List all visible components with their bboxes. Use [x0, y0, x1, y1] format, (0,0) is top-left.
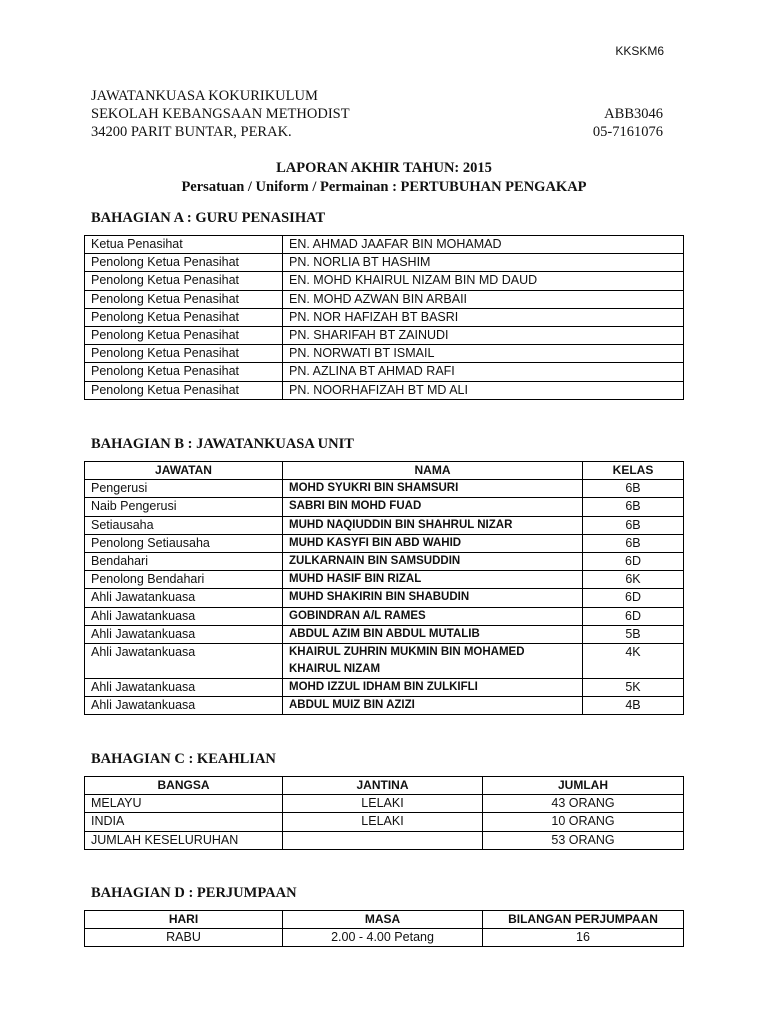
table-cell-kelas: 6K: [583, 571, 684, 589]
document-code: KKSKM6: [615, 44, 664, 58]
school-code: ABB3046: [604, 106, 663, 122]
table-cell-role: Penolong Ketua Penasihat: [85, 381, 283, 399]
table-cell-bangsa: JUMLAH KESELURUHAN: [85, 831, 283, 849]
table-cell-role: Penolong Ketua Penasihat: [85, 363, 283, 381]
table-row: [85, 697, 684, 715]
table-cell-jantina: [283, 831, 483, 849]
table-row: [85, 363, 684, 381]
table-row: [85, 607, 684, 625]
table-cell-kelas: 5B: [583, 625, 684, 643]
table-cell-role: Penolong Ketua Penasihat: [85, 254, 283, 272]
table-cell-role: Penolong Ketua Penasihat: [85, 308, 283, 326]
table-cell-jumlah: 10 ORANG: [483, 813, 684, 831]
table-cell-hari: RABU: [85, 929, 283, 947]
table-row: [85, 534, 684, 552]
table-cell-kelas: 6D: [583, 607, 684, 625]
table-row: [85, 929, 684, 947]
table-row: [85, 498, 684, 516]
table-cell-jawatan: Ahli Jawatankuasa: [85, 589, 283, 607]
table-cell-kelas: 6D: [583, 552, 684, 570]
table-cell-nama: MUHD NAQIUDDIN BIN SHAHRUL NIZAR: [283, 516, 583, 534]
table-row: [85, 643, 684, 678]
table-row: [85, 345, 684, 363]
table-header-row: [85, 462, 684, 480]
table-cell-name: PN. NOR HAFIZAH BT BASRI: [283, 308, 684, 326]
table-cell-role: Ketua Penasihat: [85, 236, 283, 254]
table-cell-role: Penolong Ketua Penasihat: [85, 345, 283, 363]
table-header-row: [85, 911, 684, 929]
table-cell-nama: ABDUL MUIZ BIN AZIZI: [283, 697, 583, 715]
report-title: [0, 159, 768, 197]
table-cell-jawatan: Naib Pengerusi: [85, 498, 283, 516]
table-cell-nama: ABDUL AZIM BIN ABDUL MUTALIB: [283, 625, 583, 643]
table-cell-jantina: LELAKI: [283, 795, 483, 813]
column-header: BILANGAN PERJUMPAAN: [483, 911, 684, 929]
column-header: JANTINA: [283, 777, 483, 795]
table-cell-kelas: 6B: [583, 480, 684, 498]
column-header: NAMA: [283, 462, 583, 480]
table-row: [85, 813, 684, 831]
table-cell-bilangan: 16: [483, 929, 684, 947]
school-address: 34200 PARIT BUNTAR, PERAK.: [91, 124, 292, 140]
table-row: [85, 480, 684, 498]
table-cell-kelas: 6B: [583, 498, 684, 516]
table-cell-kelas: 6B: [583, 534, 684, 552]
table-cell-name: PN. NOORHAFIZAH BT MD ALI: [283, 381, 684, 399]
committee-table: [84, 461, 684, 715]
table-row: [85, 236, 684, 254]
table-row: [85, 516, 684, 534]
table-cell-role: Penolong Ketua Penasihat: [85, 272, 283, 290]
section-a-heading: BAHAGIAN A : GURU PENASIHAT: [91, 210, 326, 226]
table-row: [85, 381, 684, 399]
school-phone: 05-7161076: [592, 124, 663, 140]
table-row: [85, 272, 684, 290]
column-header: HARI: [85, 911, 283, 929]
report-title-line1: LAPORAN AKHIR TAHUN: 2015: [276, 160, 492, 176]
table-cell-nama: MUHD KASYFI BIN ABD WAHID: [283, 534, 583, 552]
section-c-heading: BAHAGIAN C : KEAHLIAN: [91, 751, 276, 767]
table-row: [85, 795, 684, 813]
table-cell-kelas: 4K: [583, 643, 684, 678]
table-cell-jumlah: 43 ORANG: [483, 795, 684, 813]
table-row: [85, 552, 684, 570]
table-cell-masa: 2.00 - 4.00 Petang: [283, 929, 483, 947]
table-cell-nama: MUHD SHAKIRIN BIN SHABUDIN: [283, 589, 583, 607]
table-cell-jawatan: Ahli Jawatankuasa: [85, 678, 283, 696]
table-cell-jawatan: Ahli Jawatankuasa: [85, 643, 283, 678]
table-cell-jantina: LELAKI: [283, 813, 483, 831]
membership-table: [84, 776, 684, 850]
column-header: KELAS: [583, 462, 684, 480]
table-cell-name: PN. AZLINA BT AHMAD RAFI: [283, 363, 684, 381]
committee-name: JAWATANKUASA KOKURIKULUM: [91, 88, 318, 104]
table-cell-jawatan: Penolong Setiausaha: [85, 534, 283, 552]
section-b-heading: BAHAGIAN B : JAWATANKUASA UNIT: [91, 436, 354, 452]
table-cell-nama: MOHD SYUKRI BIN SHAMSURI: [283, 480, 583, 498]
table-cell-nama: MOHD IZZUL IDHAM BIN ZULKIFLI: [283, 678, 583, 696]
table-cell-jawatan: Setiausaha: [85, 516, 283, 534]
table-cell-role: Penolong Ketua Penasihat: [85, 326, 283, 344]
table-cell-jawatan: Penolong Bendahari: [85, 571, 283, 589]
table-row: [85, 625, 684, 643]
table-cell-kelas: 5K: [583, 678, 684, 696]
table-cell-name: PN. NORWATI BT ISMAIL: [283, 345, 684, 363]
table-cell-jawatan: Ahli Jawatankuasa: [85, 697, 283, 715]
table-cell-name: EN. AHMAD JAAFAR BIN MOHAMAD: [283, 236, 684, 254]
section-d-heading: BAHAGIAN D : PERJUMPAAN: [91, 885, 297, 901]
table-cell-nama: SABRI BIN MOHD FUAD: [283, 498, 583, 516]
column-header: MASA: [283, 911, 483, 929]
column-header: JUMLAH: [483, 777, 684, 795]
table-cell-jawatan: Bendahari: [85, 552, 283, 570]
table-cell-bangsa: INDIA: [85, 813, 283, 831]
table-cell-name: PN. NORLIA BT HASHIM: [283, 254, 684, 272]
table-cell-name: EN. MOHD KHAIRUL NIZAM BIN MD DAUD: [283, 272, 684, 290]
advisors-table: [84, 235, 684, 400]
table-row: [85, 290, 684, 308]
table-header-row: [85, 777, 684, 795]
table-row: [85, 678, 684, 696]
table-cell-jawatan: Pengerusi: [85, 480, 283, 498]
table-cell-role: Penolong Ketua Penasihat: [85, 290, 283, 308]
table-row: [85, 571, 684, 589]
table-row: [85, 308, 684, 326]
table-row: [85, 589, 684, 607]
table-cell-jawatan: Ahli Jawatankuasa: [85, 625, 283, 643]
table-cell-kelas: 4B: [583, 697, 684, 715]
table-cell-bangsa: MELAYU: [85, 795, 283, 813]
column-header: BANGSA: [85, 777, 283, 795]
table-cell-jumlah: 53 ORANG: [483, 831, 684, 849]
table-cell-name: PN. SHARIFAH BT ZAINUDI: [283, 326, 684, 344]
table-cell-nama: GOBINDRAN A/L RAMES: [283, 607, 583, 625]
table-cell-nama: MUHD HASIF BIN RIZAL: [283, 571, 583, 589]
table-cell-jawatan: Ahli Jawatankuasa: [85, 607, 283, 625]
table-row: [85, 326, 684, 344]
letterhead: [91, 87, 663, 141]
column-header: JAWATAN: [85, 462, 283, 480]
table-cell-nama: KHAIRUL ZUHRIN MUKMIN BIN MOHAMED KHAIRUL NIZAM: [283, 643, 583, 678]
report-title-line2: Persatuan / Uniform / Permainan : PERTUBUHAN PENGAKAP: [181, 179, 587, 195]
table-row: [85, 831, 684, 849]
table-cell-kelas: 6D: [583, 589, 684, 607]
table-row: [85, 254, 684, 272]
table-cell-name: EN. MOHD AZWAN BIN ARBAII: [283, 290, 684, 308]
table-cell-nama: ZULKARNAIN BIN SAMSUDDIN: [283, 552, 583, 570]
table-cell-kelas: 6B: [583, 516, 684, 534]
meetings-table: [84, 910, 684, 947]
school-name: SEKOLAH KEBANGSAAN METHODIST: [91, 106, 350, 122]
